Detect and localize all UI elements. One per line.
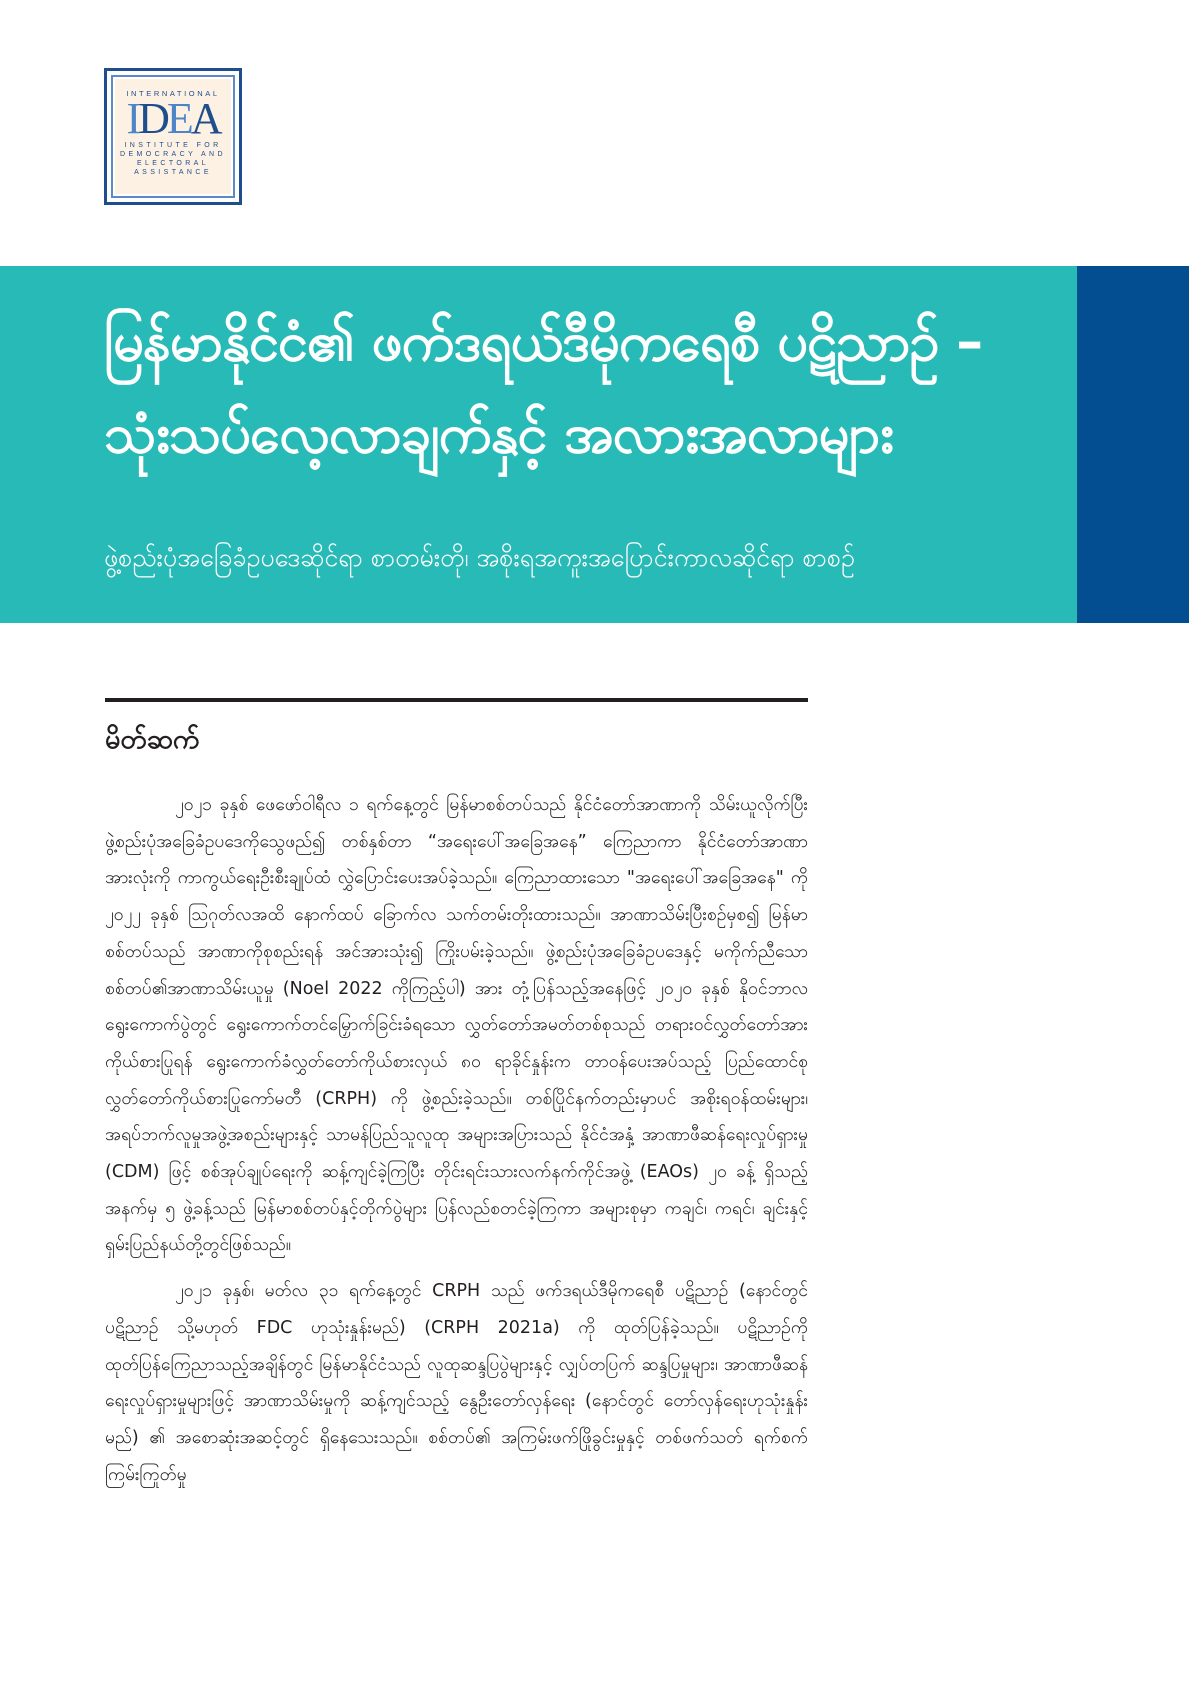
- title-line-2: သုံးသပ်လေ့လာချက်နှင့် အလားအလာများ: [104, 402, 893, 465]
- banner-blue-strip: [1077, 266, 1189, 623]
- logo-bottom-text: [115, 141, 231, 177]
- title-line-1: မြန်မာနိုင်ငံ၏ ဖက်ဒရယ်ဒီမိုကရေစီ ပဋိညာဉ် –: [104, 310, 983, 373]
- section-divider: [105, 698, 808, 702]
- paragraph: ၂၀၂၁ ခုနှစ်၊ မတ်လ ၃၁ ရက်နေ့တွင် CRPH သည် ဖက်ဒရယ်ဒီမိုကရေစီ ပဋိညာဉ် (နောင်တွင် ပဋိညာဉ် သို့မဟုတ် FDC ဟုသုံးနှုန်းမည်) (CRPH 2021a) ကို ထုတ်ပြန်ခဲ့သည်။ ပဋိညာဉ်ကို ထုတ်ပြန်ကြေညာသည့်အချိန်တွင် မြန်မာနိုင်ငံသည် လူထုဆန္ဒပြပွဲများနှင့် လျှပ်တပြက် ဆန္ဒပြမှုများ၊ အာဏာဖီဆန်ရေးလှုပ်ရှားမှုများဖြင့် အာဏာသိမ်းမှုကို ဆန့်ကျင်သည့် နွေဦးတော်လှန်ရေး (နောင်တွင် တော်လှန်ရေးဟုသုံးနှုန်းမည်) ၏ အစောဆုံးအဆင့်တွင် ရှိနေသေးသည်။ စစ်တပ်၏ အကြမ်းဖက်ဖြိုခွင်းမှုနှင့် တစ်ဖက်သတ် ရက်စက်ကြမ်းကြုတ်မှု: [105, 1281, 808, 1485]
- logo-panel: [115, 79, 231, 194]
- logo-line: INSTITUTE FOR: [124, 142, 222, 149]
- body-text: [105, 787, 808, 1493]
- logo-letter: E: [166, 94, 191, 143]
- document-subtitle: ဖွဲ့စည်းပုံအခြေခံဥပဒေဆိုင်ရာ စာတမ်းတို၊ အစိုးရအကူးအပြောင်းကာလဆိုင်ရာ စာစဉ်: [104, 543, 855, 572]
- logo-mark: [115, 94, 231, 143]
- logo-top-text: INTERNATIONAL: [126, 89, 220, 98]
- logo-line: DEMOCRACY AND: [120, 151, 226, 158]
- logo-letter: A: [190, 94, 220, 143]
- paragraph: ၂၀၂၁ ခုနှစ် ဖေဖော်ဝါရီလ ၁ ရက်နေ့တွင် မြန်မာစစ်တပ်သည် နိုင်ငံတော်အာဏာကို သိမ်းယူလိုက်ပြီး ဖွဲ့စည်းပုံအခြေခံဥပဒေကိုသွေဖည်၍ တစ်နှစ်တာ “အရေးပေါ်အခြေအနေ” ကြေညာကာ နိုင်ငံတော်အာဏာအားလုံးကို ကာကွယ်ရေးဦးစီးချုပ်ထံ လွှဲပြောင်းပေးအပ်ခဲ့သည်။ ကြေညာထားသော "အရေးပေါ်အခြေအနေ" ကို ၂၀၂၂ ခုနှစ် ဩဂုတ်လအထိ နောက်ထပ် ခြောက်လ သက်တမ်းတိုးထားသည်။ အာဏာသိမ်းပြီးစဉ်မှစ၍ မြန်မာစစ်တပ်သည် အာဏာကိုစုစည်းရန် အင်အားသုံး၍ ကြိုးပမ်းခဲ့သည်။ ဖွဲ့စည်းပုံအခြေခံဥပဒေနှင့် မကိုက်ညီသော စစ်တပ်၏အာဏာသိမ်းယူမှု (Noel 2022 ကိုကြည့်ပါ) အား တုံ့ပြန်သည့်အနေဖြင့် ၂၀၂၀ ခုနှစ် နိုဝင်ဘာလရွေးကောက်ပွဲတွင် ရွေးကောက်တင်မြှောက်ခြင်းခံရသော လွှတ်တော်အမတ်တစ်စုသည် တရားဝင်လွှတ်တော်အားကိုယ်စားပြုရန် ရွေးကောက်ခံလွှတ်တော်ကိုယ်စားလှယ် ၈၀ ရာခိုင်နှုန်းက တာဝန်ပေးအပ်သည့် ပြည်ထောင်စုလွှတ်တော်ကိုယ်စားပြုကော်မတီ (CRPH) ကို ဖွဲ့စည်းခဲ့သည်။ တစ်ပြိုင်နက်တည်းမှာပင် အစိုးရဝန်ထမ်းများ၊ အရပ်ဘက်လူမှုအဖွဲ့အစည်းများနှင့် သာမန်ပြည်သူလူထု အများအပြားသည် နိုင်ငံအနှံ့ အာဏာဖီဆန်ရေးလှုပ်ရှားမှု (CDM) ဖြင့် စစ်အုပ်ချုပ်ရေးကို ဆန့်ကျင်ခဲ့ကြပြီး တိုင်းရင်းသားလက်နက်ကိုင်အဖွဲ့ (EAOs) ၂၀ ခန့် ရှိသည့်အနက်မှ ၅ ဖွဲ့ခန့်သည် မြန်မာစစ်တပ်နှင့်တိုက်ပွဲများ ပြန်လည်စတင်ခဲ့ကြကာ အများစုမှာ ကချင်၊ ကရင်၊ ချင်းနှင့် ရှမ်းပြည်နယ်တို့တွင်ဖြစ်သည်။: [105, 795, 808, 1256]
- section-heading: မိတ်ဆက်: [105, 724, 200, 755]
- logo-letter: I: [126, 94, 139, 143]
- logo-line: ELECTORAL: [136, 160, 210, 167]
- document-title: [104, 296, 1044, 480]
- idea-logo: [104, 68, 242, 205]
- logo-letter: D: [138, 94, 167, 143]
- logo-line: ASSISTANCE: [134, 169, 212, 176]
